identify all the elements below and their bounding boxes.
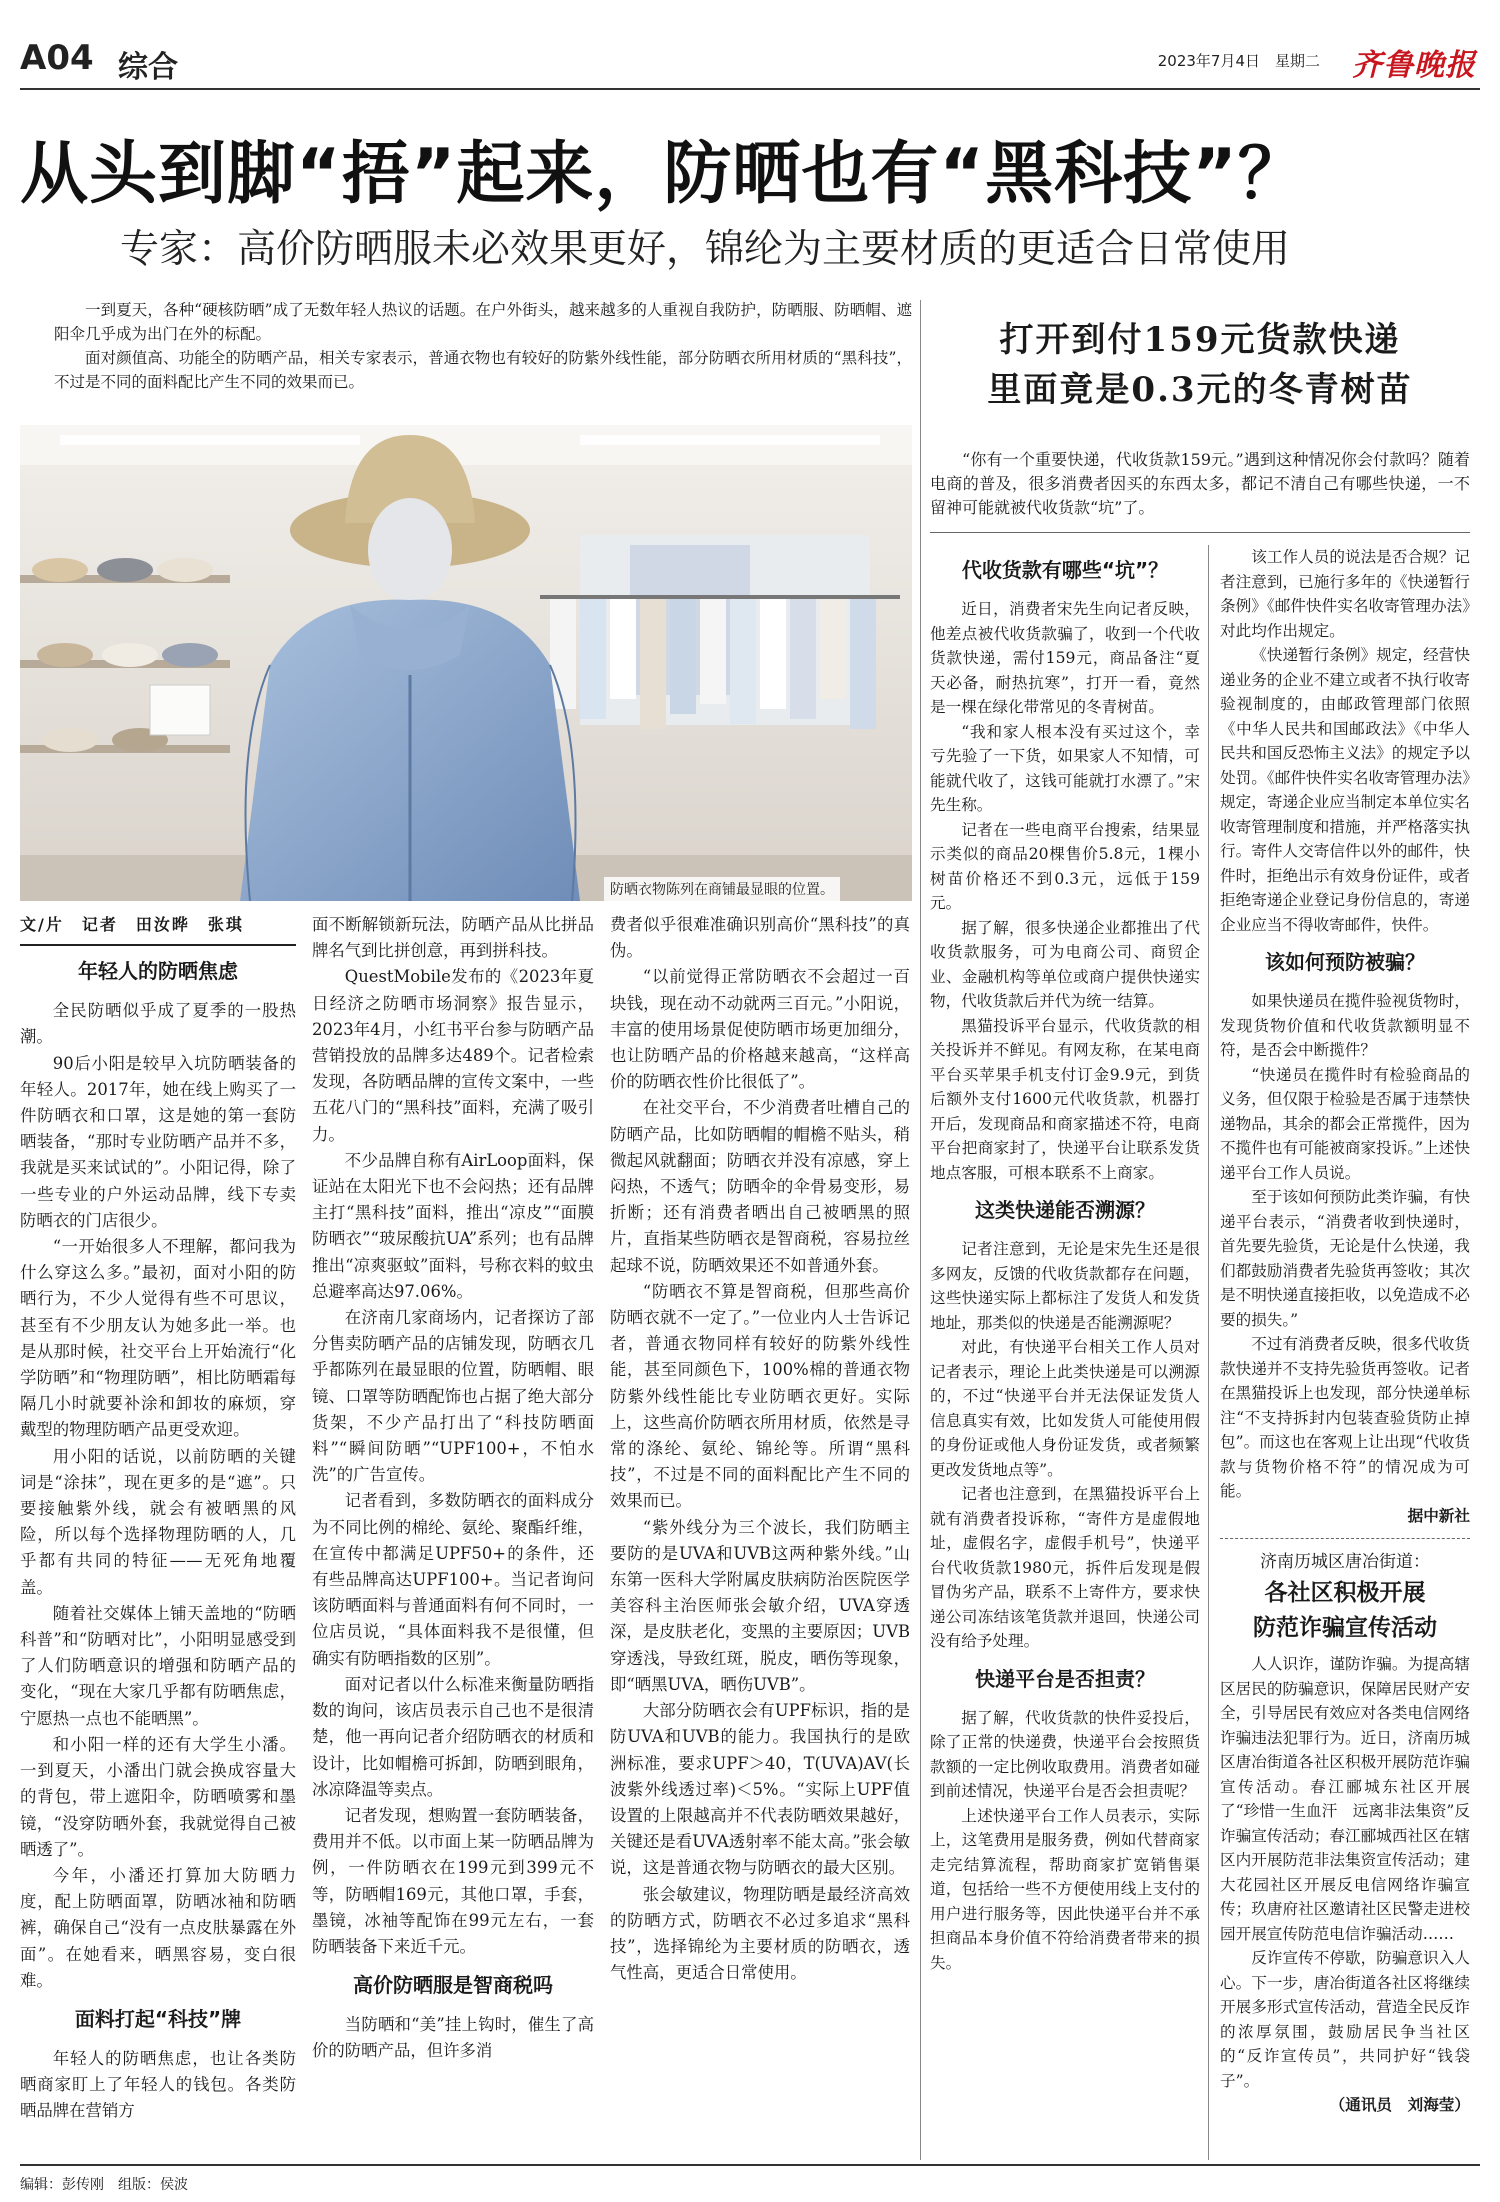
paragraph: QuestMobile发布的《2023年夏日经济之防晒市场洞察》报告显示，2023年4月，小红书平台参与防晒产品营销投放的品牌多达489个。记者检索发现，各防晒品牌的宣传文案中，一些五花八门的“黑科技”面料，充满了吸引力。 xyxy=(312,967,594,1144)
paragraph: 今年，小潘还打算加大防晒力度，配上防晒面罩，防晒冰袖和防晒裤，确保自己“没有一点皮肤暴露在外面”。在她看来，晒黑容易，变白很难。 xyxy=(20,1865,296,1990)
paragraph: 人人识诈，谨防诈骗。为提高辖区居民的防骗意识，保障居民财产安全，引导居民有效应对各类电信网络诈骗违法犯罪行为。近日，济南历城区唐冶街道各社区积极开展防范诈骗宣传活动。春江郦城东社区开展了“珍惜一生血汗 远离非法集资”反诈骗宣传活动；春江郦城西社区在辖区内开展防范非法集资宣传活动；建大花园社区开展反电信网络诈骗宣传；玖唐府社区邀请社区民警走进校园开展宣传防范电信诈骗活动…… xyxy=(1220,1655,1470,1943)
page-number: A04 xyxy=(20,38,94,78)
subheading: 快递平台是否担责？ xyxy=(975,1666,1155,1691)
paragraph: 面对记者以什么标准来衡量防晒指数的询问，该店员表示自己也不是很清楚，他一再向记者介绍防晒衣的材质和设计，比如帽檐可拆卸，防晒到眼角，冰凉降温等卖点。 xyxy=(312,1674,594,1799)
paragraph: 据了解，代收货款的快件妥投后，除了正常的快递费，快递平台会按照货款额的一定比例收取费用。消费者如碰到前述情况，快递平台是否会担责呢？ xyxy=(930,1708,1200,1800)
paragraph: 记者在一些电商平台搜索，结果显示类似的商品20棵售价5.8元，1棵小树苗价格还不到0.3元，远低于159元。 xyxy=(930,820,1200,912)
headline-line: 各社区积极开展 xyxy=(1264,1579,1426,1606)
paragraph: 据了解，很多快递企业都推出了代收货款服务，可为电商公司、商贸企业、金融机构等单位或商户提供快递实物，代收货款后并代为统一结算。 xyxy=(930,918,1200,1010)
story2-column-a xyxy=(930,545,1200,2160)
story2-headline xyxy=(930,315,1470,415)
story3-headline xyxy=(1220,1575,1470,1645)
subheading: 面料打起“科技”牌 xyxy=(74,2006,242,2031)
paragraph: 记者也注意到，在黑猫投诉平台上就有消费者投诉称，“寄件方是虚假地址，虚假名字，虚假手机号”，快递平台代收货款1980元，拆件后发现是假冒伪劣产品，联系不上寄件方，要求快递公司冻结该笔货款并退回，快递公司没有给予处理。 xyxy=(930,1485,1200,1650)
paragraph: 黑猫投诉平台显示，代收货款的相关投诉并不鲜见。有网友称，在某电商平台买苹果手机支付订金9.9元，到货后额外支付1600元代收货款，机器打开后，发现商品和商家描述不符，电商平台把商家封了，快递平台让联系发货地点客服，可根本联系不上商家。 xyxy=(930,1016,1200,1182)
subheading: 这类快递能否溯源？ xyxy=(975,1198,1155,1222)
paragraph: “快递员在揽件时有检验商品的义务，但仅限于检验是否属于违禁快递物品，其余的都会正常揽件，因为不揽件也有可能被商家投诉。”上述快递平台工作人员说。 xyxy=(1220,1065,1470,1182)
paragraph: 上述快递平台工作人员表示，实际上，这笔费用是服务费，例如代替商家走完结算流程，帮助商家扩宽销售渠道，包括给一些不方便使用线上支付的用户进行服务等，因此快递平台并不承担商品本身价值不符给消费者带来的损失。 xyxy=(930,1806,1200,1972)
subheading: 年轻人的防晒焦虑 xyxy=(78,959,238,984)
main-column-1 xyxy=(20,912,296,2160)
paragraph: 该工作人员的说法是否合规？记者注意到，已施行多年的《快递暂行条例》《邮件快件实名收寄管理办法》对此均作出规定。 xyxy=(1220,548,1470,640)
paragraph: 《快递暂行条例》规定，经营快递业务的企业不建立或者不执行收寄验视制度的，由邮政管理部门依照《中华人民共和国邮政法》《中华人民共和国反恐怖主义法》的规定予以处罚。《邮件快件实名收寄管理办法》规定，寄递企业应当制定本单位实名收寄管理制度和措施，并严格落实执行。寄件人交寄信件以外的邮件，快件时，拒绝出示有效身份证件，或者拒绝寄递企业登记身份信息的，寄递企业应当不得收寄邮件，快件。 xyxy=(1220,646,1470,934)
headline-line: 打开到付159元货款快递 xyxy=(999,320,1401,360)
paragraph: 反诈宣传不停歇，防骗意识入人心。下一步，唐冶街道各社区将继续开展多形式宣传活动，营造全民反诈的浓厚氛围，鼓励居民争当社区的“反诈宣传员”，共同护好“钱袋子”。 xyxy=(1220,1949,1470,2090)
main-headline: 从头到脚“捂”起来，防晒也有“黑科技”？ xyxy=(20,135,1307,214)
headline-line: 里面竟是0.3元的冬青树苗 xyxy=(987,370,1413,410)
newspaper-logo: 齐鲁晚报 xyxy=(1352,48,1476,83)
paragraph: 用小阳的话说，以前防晒的关键词是“涂抹”，现在更多的是“遮”。只要接触紫外线，就会有被晒黑的风险，所以每个选择物理防晒的人，几乎都有共同的特征——无死角地覆盖。 xyxy=(20,1446,296,1597)
story2-column-b xyxy=(1220,545,1470,1535)
paragraph: 不少品牌自称有AirLoop面料，保证站在太阳光下也不会闷热；还有品牌主打“黑科技”面料，推出“凉皮”“面膜防晒衣”“玻尿酸抗UA”系列；也有品牌推出“凉爽驱蚊”面料，号称衣料的蚊虫总避率高达97.06%。 xyxy=(312,1150,594,1301)
paragraph: 随着社交媒体上铺天盖地的“防晒科普”和“防晒对比”，小阳明显感受到了人们防晒意识的增强和防晒产品的变化，“现在大家几乎都有防晒焦虑，宁愿热一点也不能晒黑”。 xyxy=(20,1603,296,1728)
paragraph: 记者看到，多数防晒衣的面料成分为不同比例的棉纶、氨纶、聚酯纤维，在宣传中都满足UPF50+的条件，还有些品牌高达UPF100+。当记者询问该防晒面料与普通面料有何不同时，一位店员说，“具体面料我不是很懂，但确实有防晒指数的区别”。 xyxy=(312,1491,594,1668)
paragraph: 和小阳一样的还有大学生小潘。一到夏天，小潘出门就会换成容量大的背包，带上遮阳伞，防晒喷雾和墨镜，“没穿防晒外套，我就觉得自己被晒透了”。 xyxy=(20,1734,296,1859)
story2-rule xyxy=(930,532,1470,533)
byline: 文/片 记者 田汝晔 张琪 xyxy=(20,912,296,946)
paragraph: 全民防晒似乎成了夏季的一股热潮。 xyxy=(20,1001,296,1047)
masthead-rule xyxy=(20,88,1480,90)
story3-body xyxy=(1220,1652,1470,2157)
headline-line: 防范诈骗宣传活动 xyxy=(1253,1614,1437,1641)
mannequin-photo-illustration xyxy=(20,425,912,901)
paragraph: 近日，消费者宋先生向记者反映，他差点被代收货款骗了，收到一个代收货款快递，需付159元，商品备注“夏天必备，耐热抗寒”，打开一看，竟然是一棵在绿化带常见的冬青树苗。 xyxy=(930,600,1200,716)
subheading: 代收货款有哪些“坑”？ xyxy=(961,558,1169,582)
paragraph: 在社交平台，不少消费者吐槽自己的防晒产品，比如防晒帽的帽檐不贴头，稍微起风就翻面；防晒衣并没有凉感，穿上闷热，不透气；防晒伞的伞骨易变形，易折断；还有消费者晒出自己被晒黑的照片，直指某些防晒衣是智商税，容易拉丝起球不说，防晒效果还不如普通外套。 xyxy=(610,1098,910,1275)
lead-paragraph: “你有一个重要快递，代收货款159元。”遇到这种情况你会付款吗？随着电商的普及，很多消费者因买的东西太多，都记不清自己有哪些快递，一不留神可能就被代收货款“坑”了。 xyxy=(930,450,1470,517)
main-column-2 xyxy=(312,912,594,2160)
section-name: 综合 xyxy=(118,50,178,85)
editor-credits: 编辑：彭传刚 组版：侯波 xyxy=(20,2177,188,2193)
paragraph: 大部分防晒衣会有UPF标识，指的是防UVA和UVB的能力。我国执行的是欧洲标准，要求UPF＞40，T(UVA)AV(长波紫外线透过率)＜5%。“实际上UPF值设置的上限越高并不代表防晒效果越好，关键还是看UVA透射率不能太高。”张会敏说，这是普通衣物与防晒衣的最大区别。 xyxy=(610,1701,910,1878)
paragraph: “防晒衣不算是智商税，但那些高价防晒衣就不一定了。”一位业内人士告诉记者，普通衣物同样有较好的防紫外线性能，甚至同颜色下，100%棉的普通衣物防紫外线性能比专业防晒衣更好。实际上，这些高价防晒衣所用材质，依然是寻常的涤纶、氨纶、锦纶等。所谓“黑科技”，不过是不同的面料配比产生不同的效果而已。 xyxy=(610,1281,910,1511)
paragraph: 张会敏建议，物理防晒是最经济高效的防晒方式，防晒衣不必过多追求“黑科技”，选择锦纶为主要材质的防晒衣，透气性高，更适合日常使用。 xyxy=(610,1884,910,1983)
paragraph: 在济南几家商场内，记者探访了部分售卖防晒产品的店铺发现，防晒衣几乎都陈列在最显眼的位置，防晒帽、眼镜、口罩等防晒配饰也占据了绝大部分货架，不少产品打出了“科技防晒面料”“瞬间防晒”“UPF100+，不怕水洗”的广告宣传。 xyxy=(312,1308,594,1485)
paragraph: 至于该如何预防此类诈骗，有快递平台表示，“消费者收到快递时，首先要先验货，无论是什么快递，我们都鼓励消费者先验货再签收；其次是不明快递直接拒收，以免造成不必要的损失。” xyxy=(1220,1188,1470,1329)
main-lead xyxy=(54,298,912,394)
paragraph: 年轻人的防晒焦虑，也让各类防晒商家盯上了年轻人的钱包。各类防晒品牌在营销方 xyxy=(20,2048,296,2121)
story3-byline: （通讯员 刘海莹） xyxy=(1329,2096,1470,2114)
paragraph: 90后小阳是较早入坑防晒装备的年轻人。2017年，她在线上购买了一件防晒衣和口罩，这是她的第一套防晒装备，“那时专业防晒产品并不多，我就是买来试试的”。小阳记得，除了一些专业的户外运动品牌，线下专卖防晒衣的门店很少。 xyxy=(20,1053,296,1230)
paragraph: “紫外线分为三个波长，我们防晒主要防的是UVA和UVB这两种紫外线。”山东第一医科大学附属皮肤病防治医院医学美容科主治医师张会敏介绍，UVA穿透深，是皮肤老化，变黑的主要原因；UVB穿透浅，导致红斑，脱皮，晒伤等现象，即“晒黑UVA，晒伤UVB”。 xyxy=(610,1517,910,1694)
photo-caption: 防晒衣物陈列在商铺最显眼的位置。 xyxy=(604,877,840,901)
paragraph: 费者似乎很难准确识别高价“黑科技”的真伪。 xyxy=(610,915,910,961)
news-source: 据中新社 xyxy=(1407,1506,1470,1525)
paragraph: 记者注意到，无论是宋先生还是很多网友，反馈的代收货款都存在问题，这些快递实际上都标注了发货人和发货地址，那类似的快递是否能溯源呢？ xyxy=(930,1240,1200,1332)
paragraph: “我和家人根本没有买过这个，幸亏先验了一下货，如果家人不知情，可能就代收了，这钱可能就打水漂了。”宋先生称。 xyxy=(930,722,1200,814)
subheading: 高价防晒服是智商税吗 xyxy=(353,1973,553,1998)
story3-kicker: 济南历城区唐冶街道： xyxy=(1260,1552,1430,1572)
news-photo xyxy=(20,425,912,901)
paragraph: 对此，有快递平台相关工作人员对记者表示，理论上此类快递是可以溯源的，不过“快递平台并无法保证发货人信息真实有效，比如发货人可能使用假的身份证或他人身份证发货，或者频繁更改发货地点等”。 xyxy=(930,1338,1200,1479)
column-divider xyxy=(1208,545,1209,2160)
story3-rule xyxy=(1220,1538,1470,1540)
lead-paragraph: 面对颜值高、功能全的防晒产品，相关专家表示，普通衣物也有较好的防紫外线性能，部分防晒衣所用材质的“黑科技”，不过是不同的面料配比产生不同的效果而已。 xyxy=(54,349,912,391)
paragraph: 不过有消费者反映，很多代收货款快递并不支持先验货再签收。记者在黑猫投诉上也发现，部分快递单标注“不支持拆封内包装查验货防止掉包”。而这也在客观上让出现“代收货款与货物价格不符”的情况成为可能。 xyxy=(1220,1335,1470,1500)
paragraph: “以前觉得正常防晒衣不会超过一百块钱，现在动不动就两三百元。”小阳说，丰富的使用场景促使防晒市场更加细分，也让防晒产品的价格越来越高，“这样高价的防晒衣性价比很低了”。 xyxy=(610,967,910,1092)
lead-paragraph: 一到夏天，各种“硬核防晒”成了无数年轻人热议的话题。在户外街头，越来越多的人重视自我防护，防晒服、防晒帽、遮阳伞几乎成为出门在外的标配。 xyxy=(54,301,912,343)
footer-rule xyxy=(20,2164,1480,2166)
paragraph: 面不断解锁新玩法，防晒产品从比拼品牌名气到比拼创意，再到拼科技。 xyxy=(312,915,594,961)
subheading: 该如何预防被骗？ xyxy=(1265,950,1425,974)
story2-lead xyxy=(930,448,1470,520)
paragraph: “一开始很多人不理解，都问我为什么穿这么多。”最初，面对小阳的防晒行为，不少人觉得有些不可思议，甚至有不少朋友认为她多此一举。也是从那时候，社交平台上开始流行“化学防晒”和“物理防晒”，相比防晒霜每隔几小时就要补涂和卸妆的麻烦，穿戴型的物理防晒产品更受欢迎。 xyxy=(20,1237,296,1440)
paragraph: 如果快递员在揽件验视货物时，发现货物价值和代收货款额明显不符，是否会中断揽件？ xyxy=(1220,992,1470,1059)
issue-date: 2023年7月4日 星期二 xyxy=(1157,52,1320,70)
main-subheadline: 专家：高价防晒服未必效果更好，锦纶为主要材质的更适合日常使用 xyxy=(120,227,1291,272)
paragraph: 记者发现，想购置一套防晒装备，费用并不低。以市面上某一防晒品牌为例，一件防晒衣在199元到399元不等，防晒帽169元，其他口罩，手套，墨镜，冰袖等配饰在99元左右，一套防晒装备下来近千元。 xyxy=(312,1805,594,1956)
main-column-3 xyxy=(610,912,910,2160)
paragraph: 当防晒和“美”挂上钩时，催生了高价的防晒产品，但许多消 xyxy=(312,2015,594,2061)
column-divider xyxy=(920,300,921,2160)
